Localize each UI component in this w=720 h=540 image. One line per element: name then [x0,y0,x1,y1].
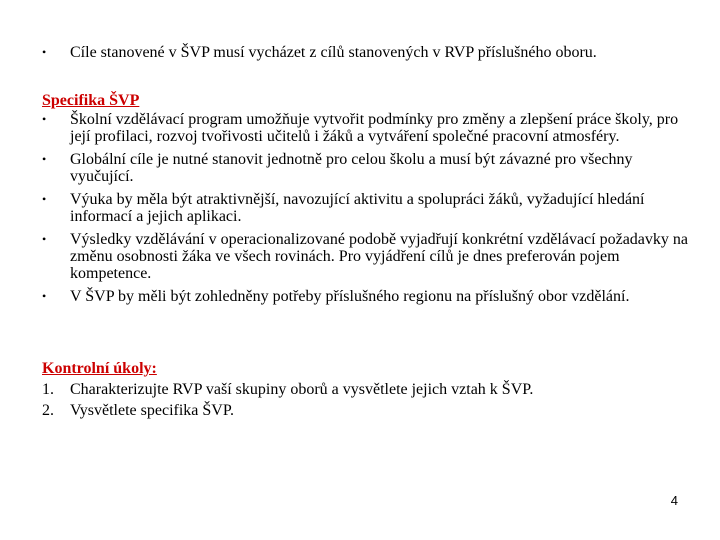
bullet-icon: • [42,45,47,59]
specifika-heading: Specifika ŠVP [42,92,140,109]
specifika-list [42,111,690,311]
kontrolni-list [42,379,533,421]
numbered-item [42,379,533,400]
page-number: 4 [670,493,678,508]
list-item-text: V ŠVP by měli být zohledněny potřeby příslušného regionu na příslušný obor vzdělání. [70,288,630,305]
item-number: 2. [42,402,54,419]
list-item-text: Globální cíle je nutné stanovit jednotně pro celou školu a musí být závazné pro všechny vyučující. [70,151,633,185]
bullet-icon: • [42,112,47,126]
bullet-icon: • [42,232,47,246]
list-item [42,191,690,225]
list-item-text: Výsledky vzdělávání v operacionalizované podobě vyjadřují konkrétní vzdělávací požadavky na změnu osobnosti žáka ve všech rovinách. Pro vyjádření cílů je dnes preferován pojem kompetence. [70,231,688,282]
list-item [42,151,690,185]
item-number: 1. [42,381,54,398]
bullet-icon: • [42,192,47,206]
bullet-icon: • [42,152,47,166]
numbered-item [42,400,533,421]
bullet-icon: • [42,289,47,303]
item-text: Charakterizujte RVP vaší skupiny oborů a vysvětlete jejich vztah k ŠVP. [70,381,534,398]
list-item-text: Výuka by měla být atraktivnější, navozující aktivitu a spolupráci žáků, vyžadující hledání informací a jejich aplikaci. [70,191,645,225]
kontrolni-heading: Kontrolní úkoly: [42,360,157,377]
intro-text: Cíle stanovené v ŠVP musí vycházet z cílů stanovených v RVP příslušného oboru. [70,44,597,61]
list-item-text: Školní vzdělávací program umožňuje vytvořit podmínky pro změny a zlepšení práce školy, pro její profilaci, rozvoj tvořivosti učitelů i žáků a vytváření společné pracovní atmosféry. [70,111,679,145]
item-text: Vysvětlete specifika ŠVP. [70,402,234,419]
list-item [42,288,690,305]
list-item [42,231,690,282]
list-item [42,111,690,145]
